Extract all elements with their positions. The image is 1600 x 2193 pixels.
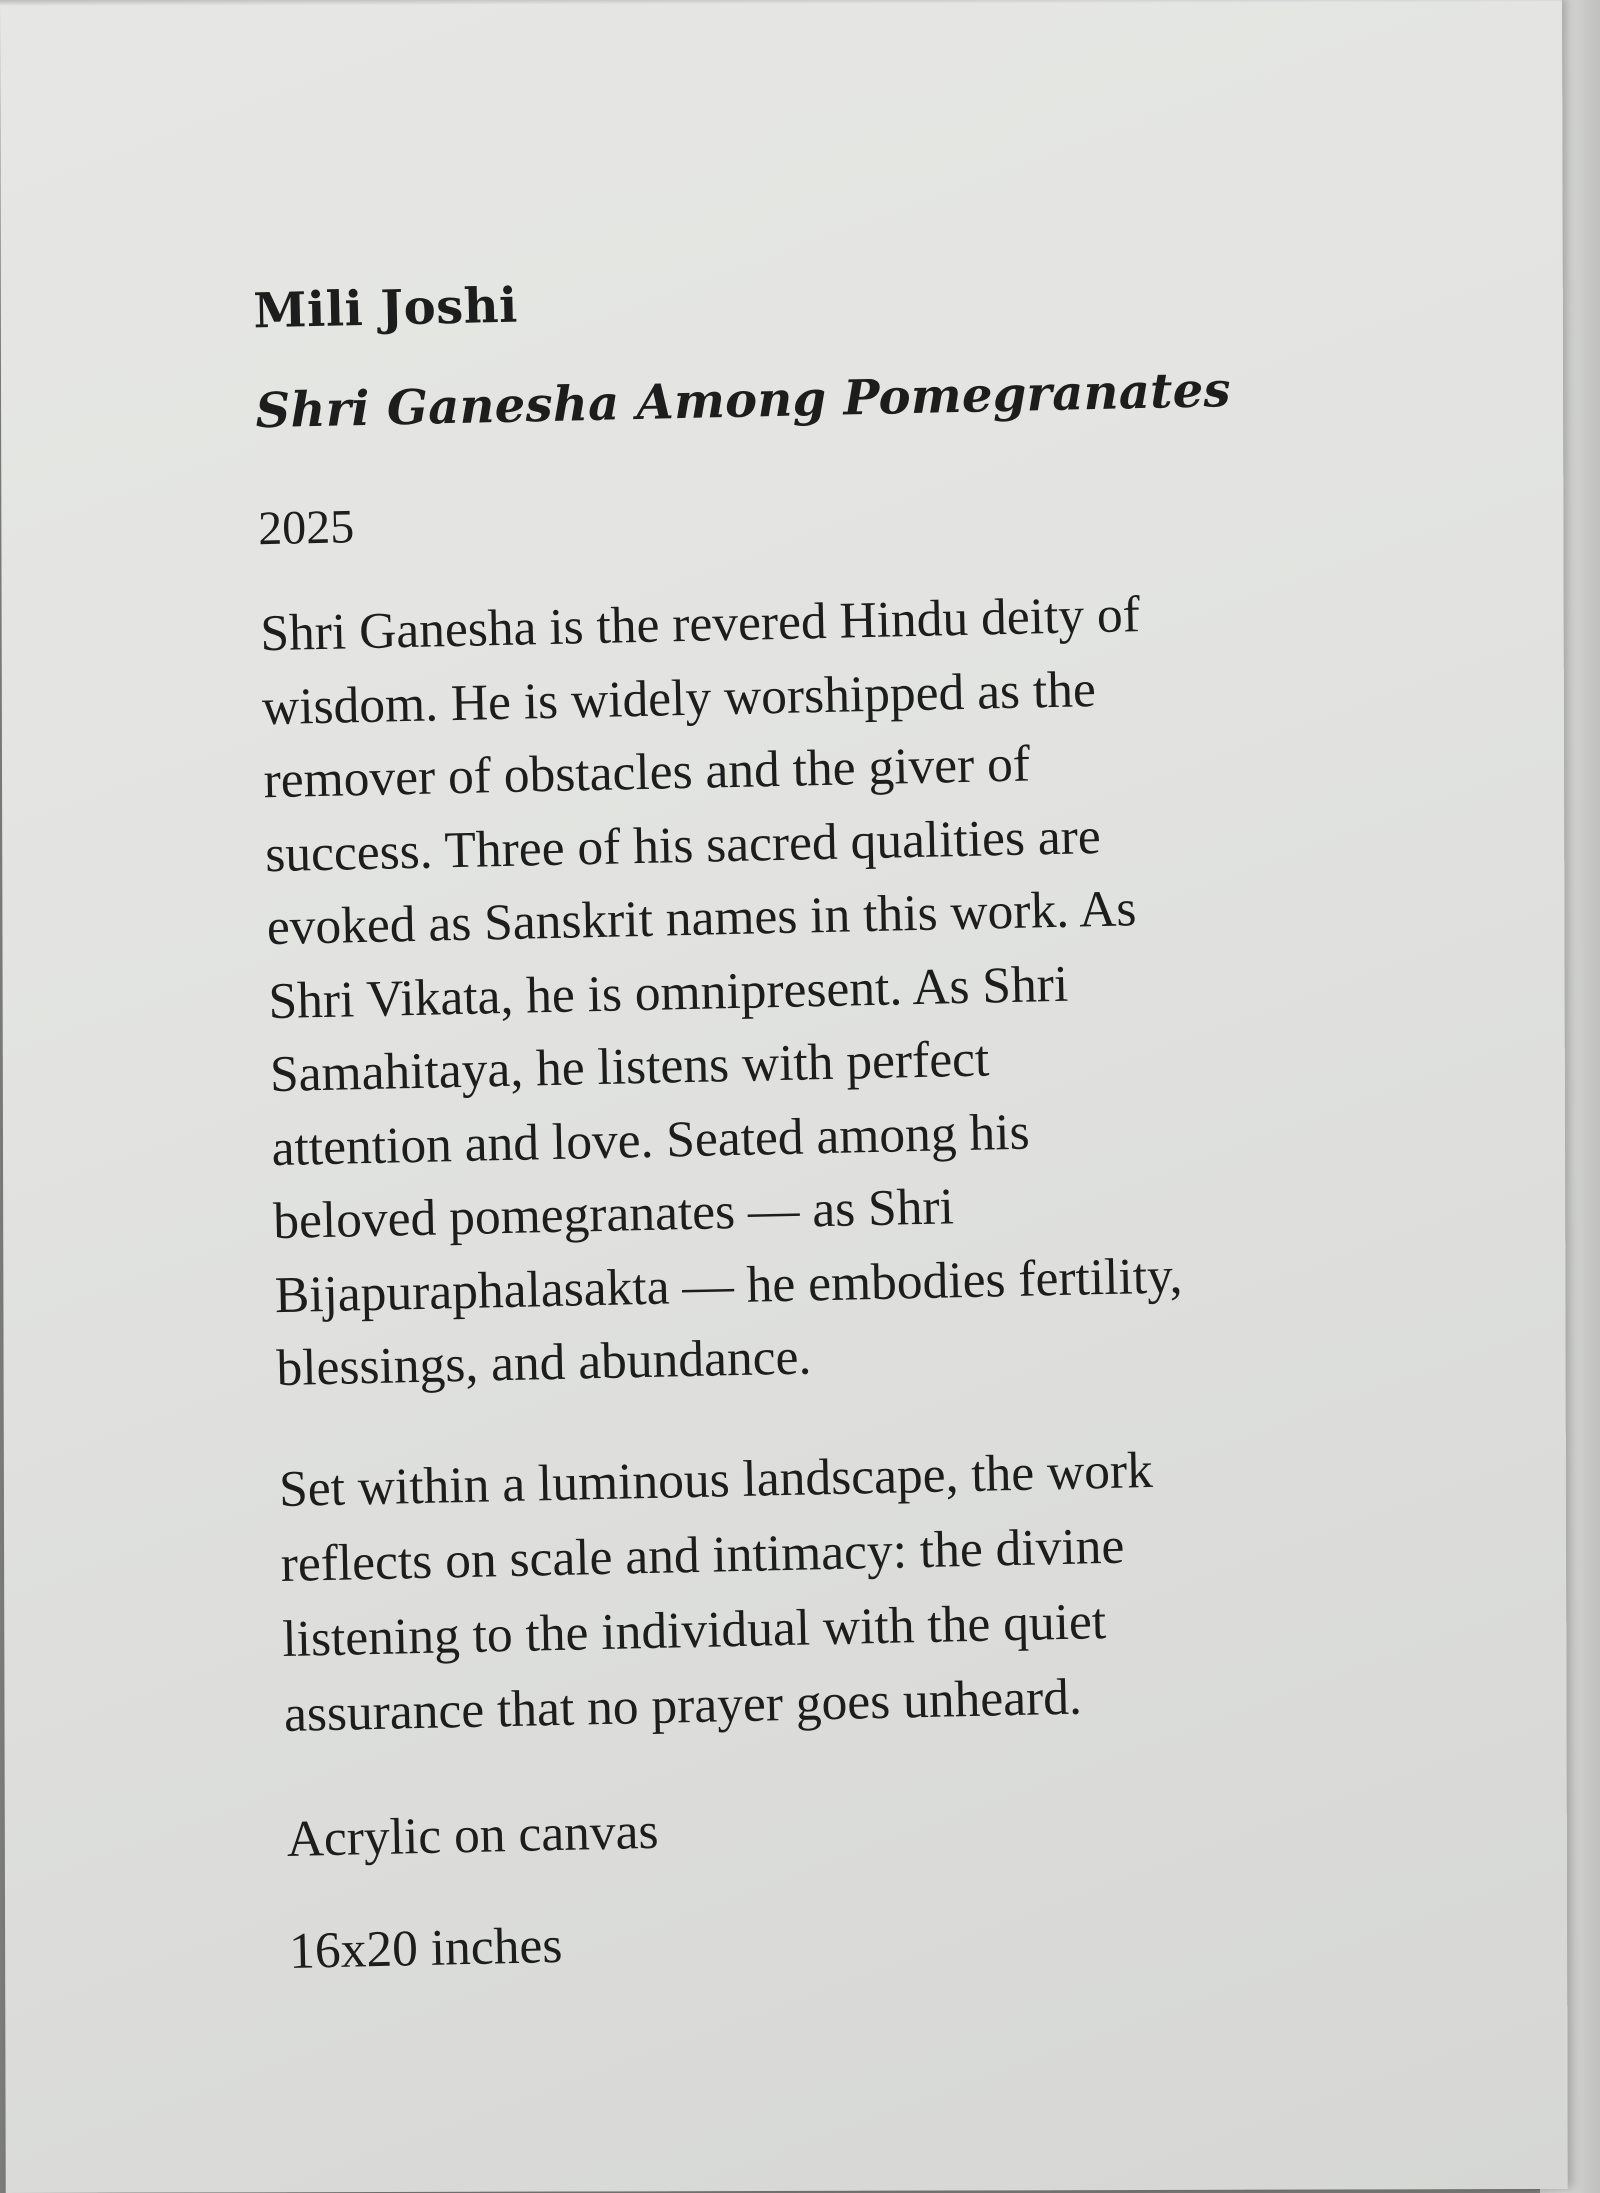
label-text-block: [253, 257, 1420, 1982]
reflection-line: listening to the individual with the quiet: [281, 1592, 1107, 1668]
reflection-line: assurance that no prayer goes unheard.: [283, 1668, 1083, 1743]
reflection-line: reflects on scale and intimacy: the divine: [280, 1517, 1125, 1593]
description-line: beloved pomegranates — as Shri: [272, 1178, 955, 1251]
artist-name: Mili Joshi: [252, 277, 519, 340]
description-line: remover of obstacles and the giver of: [263, 735, 1031, 810]
artwork-year: 2025: [257, 500, 355, 556]
description-line: Samahitaya, he listens with perfect: [269, 1030, 990, 1104]
reflection-line: Set within a luminous landscape, the work: [278, 1441, 1154, 1518]
description-line: Shri Ganesha is the revered Hindu deity of: [259, 586, 1141, 663]
description-paragraph: [260, 573, 1407, 1406]
artwork-medium: Acrylic on canvas: [286, 1802, 660, 1868]
description-line: evoked as Sanskrit names in this work. As: [266, 880, 1137, 957]
reflection-paragraph: [278, 1427, 1414, 1752]
description-line: wisdom. He is widely worshipped as the: [261, 660, 1097, 736]
description-line: Bijapuraphalasakta — he embodies fertility,: [274, 1246, 1183, 1324]
description-line: blessings, and abundance.: [275, 1328, 812, 1398]
description-line: success. Three of his sacred qualities are: [264, 807, 1102, 883]
artwork-title: Shri Ganesha Among Pomegranates: [254, 362, 1232, 440]
artwork-dimensions: 16x20 inches: [288, 1916, 563, 1980]
description-line: attention and love. Seated among his: [271, 1103, 1031, 1177]
description-line: Shri Vikata, he is omnipresent. As Shri: [267, 955, 1069, 1030]
card-top-edge: [0, 0, 1562, 6]
